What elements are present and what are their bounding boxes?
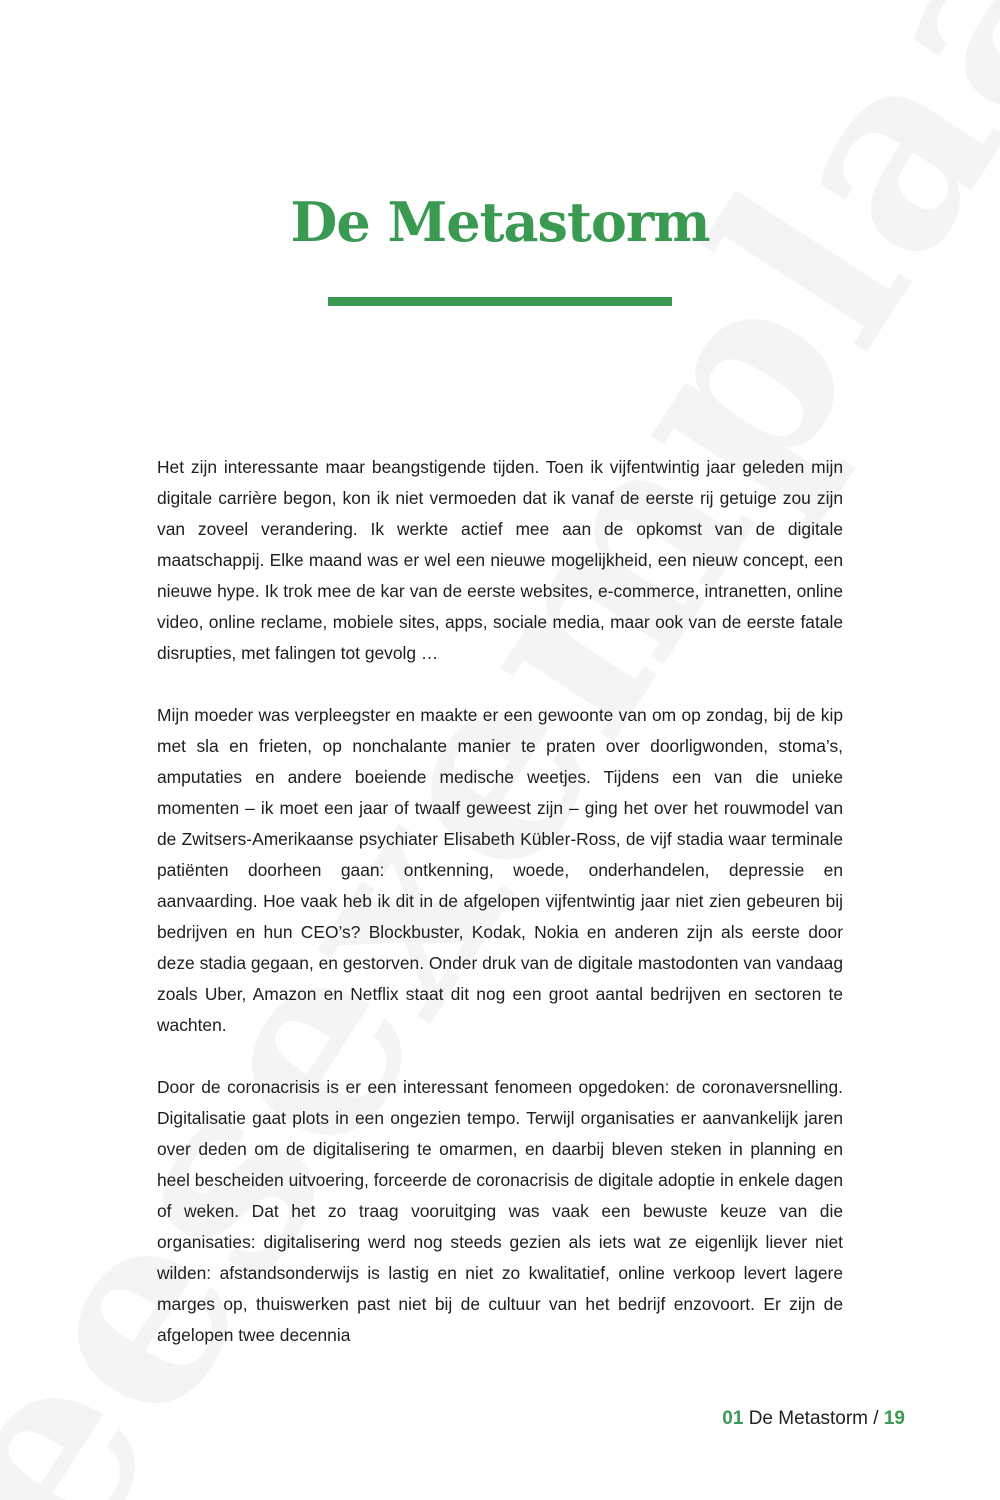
title-underline <box>328 297 672 306</box>
footer-separator: / <box>873 1408 879 1429</box>
body-text <box>157 452 843 1382</box>
footer-page-number: 19 <box>883 1408 905 1429</box>
chapter-title: De Metastorm <box>290 190 710 254</box>
footer-chapter-title: De Metastorm <box>748 1408 869 1429</box>
page-footer <box>722 1408 905 1430</box>
paragraph-2: Mijn moeder was verpleegster en maakte er een gewoonte van om op zondag, bij de kip met sla en frieten, op nonchalante manier te praten over doorligwonden, stoma’s, amputaties en andere boeiende medische weetjes. Tijdens een van die unieke momenten – ik moet een jaar of twaalf geweest zijn – ging het over het rouwmodel van de Zwitsers-Amerikaanse psychiater Elisabeth Kübler-Ross, de vijf stadia waar terminale patiënten doorheen gaan: ontkenning, woede, onderhandelen, depressie en aanvaarding. Hoe vaak heb ik dit in de afgelopen vijfentwintig jaar niet zien gebeuren bij bedrijven en hun CEO’s? Blockbuster, Kodak, Nokia en anderen zijn als eerste door deze stadia gegaan, en gestorven. Onder druk van de digitale mastodonten van vandaag zoals Uber, Amazon en Netflix staat dit nog een groot aantal bedrijven en sectoren te wachten. <box>157 705 843 1035</box>
paragraph-3: Door de coronacrisis is er een interessant fenomeen opgedoken: de coronaversnelling. Digitalisatie gaat plots in een ongezien tempo. Terwijl organisaties er aanvankelijk jaren over deden om de digitalisering te omarmen, en daarbij bleven steken in planning en heel bescheiden uitvoering, forceerde de coronacrisis de digitale adoptie in enkele dagen of weken. Dat het zo traag vooruitging was vaak een bewuste keuze van die organisaties: digitalisering werd nog steeds gezien als iets wat ze eigenlijk liever niet wilden: afstandsonderwijs is lastig en niet zo kwalitatief, online verkoop levert lagere marges op, thuiswerken past niet bij de cultuur van het bedrijf enzovoort. Er zijn de afgelopen twee decennia <box>157 1077 843 1345</box>
paragraph-1: Het zijn interessante maar beangstigende tijden. Toen ik vijfentwintig jaar geleden mijn digitale carrière begon, kon ik niet vermoeden dat ik vanaf de eerste rij getuige zou zijn van zoveel verandering. Ik werkte actief mee aan de opkomst van de digitale maatschappij. Elke maand was er wel een nieuwe mogelijkheid, een nieuw concept, een nieuwe hype. Ik trok mee de kar van de eerste websites, e-commerce, intranetten, online video, online reclame, mobiele sites, apps, sociale media, maar ook van de eerste fatale disrupties, met falingen tot gevolg … <box>157 457 843 663</box>
footer-chapter-number: 01 <box>722 1408 744 1429</box>
